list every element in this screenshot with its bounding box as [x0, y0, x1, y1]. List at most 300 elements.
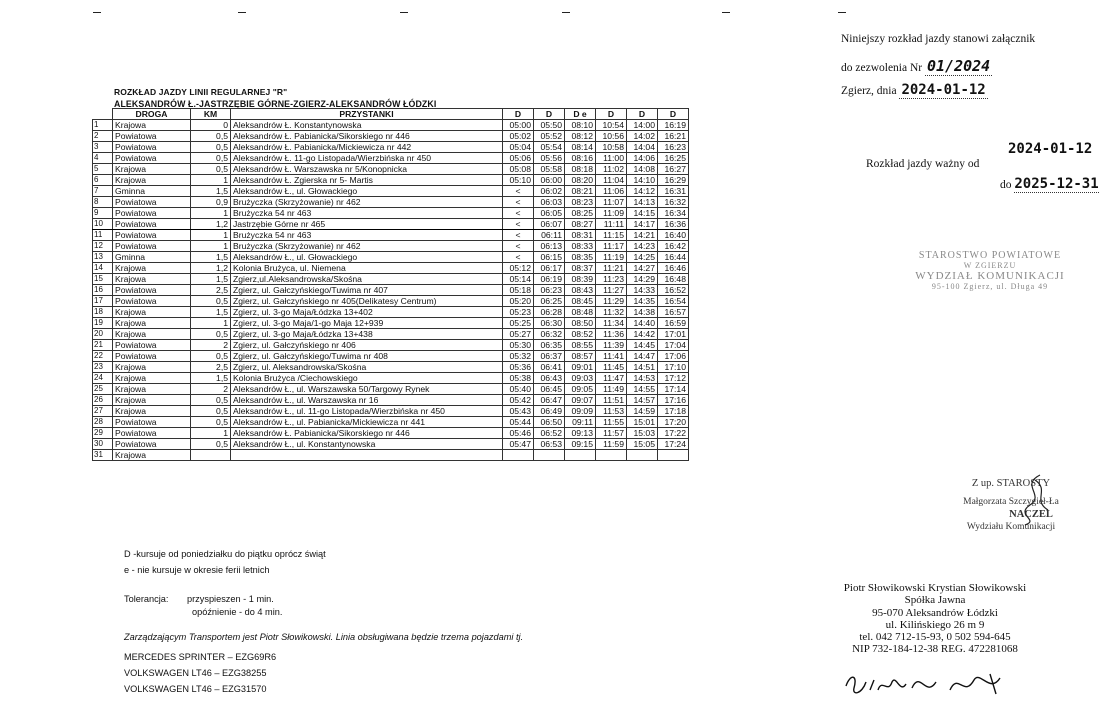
- departure-time-cell: 05:27: [503, 329, 534, 340]
- stop-name-cell: Zgierz, ul. 3-go Maja/Łódzka 13+402: [231, 307, 503, 318]
- departure-time-cell: 11:57: [596, 428, 627, 439]
- departure-time-cell: 14:33: [627, 285, 658, 296]
- table-row: [93, 175, 689, 186]
- departure-time-cell: 06:37: [534, 351, 565, 362]
- tolerance-late: opóźnienie - do 4 min.: [192, 607, 283, 617]
- km-cell: 0,5: [191, 417, 231, 428]
- valid-until-prefix: do: [1000, 179, 1012, 191]
- table-row: [93, 362, 689, 373]
- departure-time-cell: 10:56: [596, 131, 627, 142]
- stop-name-cell: Brużyczka (Skrzyżowanie) nr 462: [231, 197, 503, 208]
- departure-time-cell: 06:53: [534, 439, 565, 450]
- company-line: ul. Kilińskiego 26 m 9: [885, 618, 985, 631]
- row-number: 6: [93, 175, 113, 186]
- departure-time-cell: 05:30: [503, 340, 534, 351]
- departure-time-cell: 08:12: [565, 131, 596, 142]
- row-number: 29: [93, 428, 113, 439]
- stop-name-cell: Zgierz, ul. Gałczyńskiego nr 405(Delikatesy Centrum): [231, 296, 503, 307]
- departure-time-cell: 16:31: [658, 186, 689, 197]
- road-type-cell: Krajowa: [113, 384, 191, 395]
- table-row: [93, 395, 689, 406]
- departure-time-cell: 11:21: [596, 263, 627, 274]
- departure-time-cell: 17:20: [658, 417, 689, 428]
- road-type-cell: Krajowa: [113, 164, 191, 175]
- departure-time-cell: 11:55: [596, 417, 627, 428]
- stamp-line: W ZGIERZU: [963, 261, 1017, 270]
- stop-name-cell: Jastrzębie Górne nr 465: [231, 219, 503, 230]
- departure-time-cell: <: [503, 197, 534, 208]
- km-cell: 0,5: [191, 142, 231, 153]
- departure-time-cell: 08:45: [565, 296, 596, 307]
- departure-time-cell: 17:16: [658, 395, 689, 406]
- road-type-cell: Krajowa: [113, 329, 191, 340]
- departure-time-cell: 08:55: [565, 340, 596, 351]
- departure-time-cell: 05:06: [503, 153, 534, 164]
- departure-time-cell: 14:13: [627, 197, 658, 208]
- departure-time-cell: 16:29: [658, 175, 689, 186]
- departure-time-cell: 06:11: [534, 230, 565, 241]
- road-type-cell: Krajowa: [113, 318, 191, 329]
- departure-time-cell: 08:43: [565, 285, 596, 296]
- row-number: 1: [93, 120, 113, 131]
- departure-time-cell: 17:04: [658, 340, 689, 351]
- departure-time-cell: 16:54: [658, 296, 689, 307]
- course-mark: D: [596, 109, 627, 120]
- departure-time-cell: 05:38: [503, 373, 534, 384]
- departure-time-cell: 14:25: [627, 252, 658, 263]
- departure-time-cell: 05:23: [503, 307, 534, 318]
- stop-name-cell: Aleksandrów Ł., ul. Warszawska 50/Targowy Rynek: [231, 384, 503, 395]
- road-type-cell: Krajowa: [113, 175, 191, 186]
- stamp-line: STAROSTWO POWIATOWE: [918, 250, 1062, 261]
- departure-time-cell: 05:36: [503, 362, 534, 373]
- km-cell: 0,5: [191, 406, 231, 417]
- departure-time-cell: 17:12: [658, 373, 689, 384]
- road-type-cell: Krajowa: [113, 450, 191, 461]
- stop-name-cell: Aleksandrów Ł., ul. Warszawska nr 16: [231, 395, 503, 406]
- departure-time-cell: 16:32: [658, 197, 689, 208]
- km-cell: 0: [191, 120, 231, 131]
- table-row: [93, 164, 689, 175]
- km-cell: 2,5: [191, 362, 231, 373]
- road-type-cell: Powiatowa: [113, 241, 191, 252]
- row-number: 8: [93, 197, 113, 208]
- header-km: KM: [191, 109, 231, 120]
- table-header-row: [93, 109, 689, 120]
- km-cell: 1: [191, 208, 231, 219]
- km-cell: 0,5: [191, 439, 231, 450]
- company-line: 95-070 Aleksandrów Łódzki: [872, 606, 998, 619]
- departure-time-cell: 08:31: [565, 230, 596, 241]
- schedule-title: ROZKŁAD JAZDY LINII REGULARNEJ "R": [114, 87, 288, 97]
- row-number: 30: [93, 439, 113, 450]
- stop-name-cell: Aleksandrów Ł., ul. Głowackiego: [231, 186, 503, 197]
- departure-time-cell: 11:39: [596, 340, 627, 351]
- departure-time-cell: 06:05: [534, 208, 565, 219]
- course-mark: D: [627, 109, 658, 120]
- row-number: 31: [93, 450, 113, 461]
- place-date: 2024-01-12: [901, 82, 986, 98]
- departure-time-cell: 11:32: [596, 307, 627, 318]
- valid-from-label: Rozkład jazdy ważny od: [866, 158, 980, 170]
- attachment-note: Niniejszy rozkład jazdy stanowi załącznik: [841, 33, 1036, 45]
- departure-time-cell: [596, 450, 627, 461]
- stop-name-cell: Zgierz, ul. Gałczyńskiego nr 406: [231, 340, 503, 351]
- km-cell: 0,5: [191, 131, 231, 142]
- departure-time-cell: <: [503, 241, 534, 252]
- departure-time-cell: 11:11: [596, 219, 627, 230]
- scan-mark: [93, 12, 101, 13]
- departure-time-cell: 08:57: [565, 351, 596, 362]
- stop-name-cell: Aleksandrów Ł. Pabianicka/Sikorskiego nr 446: [231, 131, 503, 142]
- km-cell: 0,5: [191, 296, 231, 307]
- scan-mark: [238, 12, 246, 13]
- departure-time-cell: 05:43: [503, 406, 534, 417]
- departure-time-cell: 09:03: [565, 373, 596, 384]
- stop-name-cell: Zgierz,ul.Aleksandrowska/Skośna: [231, 274, 503, 285]
- departure-time-cell: 15:01: [627, 417, 658, 428]
- row-number: 20: [93, 329, 113, 340]
- row-number: 7: [93, 186, 113, 197]
- departure-time-cell: 11:04: [596, 175, 627, 186]
- row-number: 9: [93, 208, 113, 219]
- departure-time-cell: 11:49: [596, 384, 627, 395]
- km-cell: 1,2: [191, 219, 231, 230]
- departure-time-cell: 05:14: [503, 274, 534, 285]
- company-line: Spółka Jawna: [904, 594, 966, 607]
- road-type-cell: Powiatowa: [113, 197, 191, 208]
- road-type-cell: Powiatowa: [113, 153, 191, 164]
- departure-time-cell: 06:19: [534, 274, 565, 285]
- departure-time-cell: <: [503, 219, 534, 230]
- row-number: 13: [93, 252, 113, 263]
- road-type-cell: Krajowa: [113, 263, 191, 274]
- departure-time-cell: 17:24: [658, 439, 689, 450]
- stop-name-cell: Brużyczka (Skrzyżowanie) nr 462: [231, 241, 503, 252]
- departure-time-cell: 05:04: [503, 142, 534, 153]
- departure-time-cell: 06:52: [534, 428, 565, 439]
- departure-time-cell: 17:10: [658, 362, 689, 373]
- road-type-cell: Gminna: [113, 252, 191, 263]
- road-type-cell: Powiatowa: [113, 340, 191, 351]
- departure-time-cell: 14:59: [627, 406, 658, 417]
- departure-time-cell: <: [503, 230, 534, 241]
- departure-time-cell: 09:07: [565, 395, 596, 406]
- departure-time-cell: 11:27: [596, 285, 627, 296]
- departure-time-cell: 11:53: [596, 406, 627, 417]
- departure-time-cell: <: [503, 208, 534, 219]
- valid-from-date: 2024-01-12: [1008, 141, 1093, 157]
- scan-mark: [562, 12, 570, 13]
- table-row: [93, 274, 689, 285]
- stop-name-cell: Aleksandrów Ł., ul. 11-go Listopada/Wierzbińska nr 450: [231, 406, 503, 417]
- row-number: 19: [93, 318, 113, 329]
- km-cell: 1,5: [191, 186, 231, 197]
- road-type-cell: Powiatowa: [113, 285, 191, 296]
- departure-time-cell: 14:42: [627, 329, 658, 340]
- departure-time-cell: 08:35: [565, 252, 596, 263]
- departure-time-cell: 08:37: [565, 263, 596, 274]
- departure-time-cell: 14:12: [627, 186, 658, 197]
- permit-prefix: do zezwolenia Nr: [841, 62, 923, 74]
- stop-name-cell: Zgierz, ul. Aleksandrowska/Skośna: [231, 362, 503, 373]
- departure-time-cell: 11:51: [596, 395, 627, 406]
- departure-time-cell: 17:01: [658, 329, 689, 340]
- departure-time-cell: 14:38: [627, 307, 658, 318]
- road-type-cell: Powiatowa: [113, 417, 191, 428]
- km-cell: 0,5: [191, 164, 231, 175]
- departure-time-cell: 08:39: [565, 274, 596, 285]
- departure-time-cell: 11:15: [596, 230, 627, 241]
- stop-name-cell: Zgierz, ul. Gałczyńskiego/Tuwima nr 408: [231, 351, 503, 362]
- table-row: [93, 384, 689, 395]
- departure-time-cell: 14:35: [627, 296, 658, 307]
- course-mark: D: [534, 109, 565, 120]
- departure-time-cell: 16:59: [658, 318, 689, 329]
- departure-time-cell: 06:47: [534, 395, 565, 406]
- stop-name-cell: Brużyczka 54 nr 463: [231, 208, 503, 219]
- km-cell: 0,5: [191, 395, 231, 406]
- road-type-cell: Krajowa: [113, 362, 191, 373]
- road-type-cell: Powiatowa: [113, 219, 191, 230]
- row-number: 5: [93, 164, 113, 175]
- departure-time-cell: 05:50: [534, 120, 565, 131]
- km-cell: 1,5: [191, 307, 231, 318]
- departure-time-cell: 08:25: [565, 208, 596, 219]
- stop-name-cell: Aleksandrów Ł. Pabianicka/Sikorskiego nr 446: [231, 428, 503, 439]
- departure-time-cell: 11:19: [596, 252, 627, 263]
- departure-time-cell: 08:20: [565, 175, 596, 186]
- stamp-line: 95-100 Zgierz, ul. Długa 49: [931, 282, 1049, 291]
- departure-time-cell: 11:09: [596, 208, 627, 219]
- departure-time-cell: 10:54: [596, 120, 627, 131]
- departure-time-cell: 16:48: [658, 274, 689, 285]
- departure-time-cell: 11:07: [596, 197, 627, 208]
- road-type-cell: Powiatowa: [113, 142, 191, 153]
- departure-time-cell: 06:49: [534, 406, 565, 417]
- row-number: 3: [93, 142, 113, 153]
- scan-mark: [722, 12, 730, 13]
- departure-time-cell: 14:15: [627, 208, 658, 219]
- row-number: 27: [93, 406, 113, 417]
- departure-time-cell: 06:23: [534, 285, 565, 296]
- departure-time-cell: 17:06: [658, 351, 689, 362]
- departure-time-cell: 16:25: [658, 153, 689, 164]
- departure-time-cell: 16:40: [658, 230, 689, 241]
- row-number: 26: [93, 395, 113, 406]
- km-cell: 2: [191, 340, 231, 351]
- stop-name-cell: Zgierz, ul. 3-go Maja/1-go Maja 12+939: [231, 318, 503, 329]
- km-cell: 2,5: [191, 285, 231, 296]
- road-type-cell: Gminna: [113, 186, 191, 197]
- header-road: DROGA: [113, 109, 191, 120]
- stop-name-cell: [231, 450, 503, 461]
- approval-line: Wydziału Komunikacji: [966, 521, 1056, 532]
- departure-time-cell: 09:05: [565, 384, 596, 395]
- departure-time-cell: 11:02: [596, 164, 627, 175]
- departure-time-cell: 14:55: [627, 384, 658, 395]
- departure-time-cell: 14:51: [627, 362, 658, 373]
- departure-time-cell: 05:25: [503, 318, 534, 329]
- departure-time-cell: 14:27: [627, 263, 658, 274]
- stop-name-cell: Aleksandrów Ł. Konstantynowska: [231, 120, 503, 131]
- departure-time-cell: 09:01: [565, 362, 596, 373]
- departure-time-cell: 05:08: [503, 164, 534, 175]
- departure-time-cell: 08:52: [565, 329, 596, 340]
- tolerance-label: Tolerancja:: [124, 594, 169, 604]
- departure-time-cell: 14:00: [627, 120, 658, 131]
- departure-time-cell: 05:00: [503, 120, 534, 131]
- departure-time-cell: 09:11: [565, 417, 596, 428]
- place-prefix: Zgierz, dnia: [841, 85, 897, 97]
- departure-time-cell: 05:18: [503, 285, 534, 296]
- departure-time-cell: 14:57: [627, 395, 658, 406]
- departure-time-cell: 14:08: [627, 164, 658, 175]
- departure-time-cell: 11:41: [596, 351, 627, 362]
- legend-e: e - nie kursuje w okresie ferii letnich: [124, 565, 270, 575]
- departure-time-cell: 16:44: [658, 252, 689, 263]
- table-row: [93, 230, 689, 241]
- departure-time-cell: 06:07: [534, 219, 565, 230]
- table-row: [93, 208, 689, 219]
- road-type-cell: Powiatowa: [113, 296, 191, 307]
- departure-time-cell: 16:27: [658, 164, 689, 175]
- departure-time-cell: 06:45: [534, 384, 565, 395]
- stamp-line: WYDZIAŁ KOMUNIKACJI: [915, 270, 1065, 282]
- departure-time-cell: 10:58: [596, 142, 627, 153]
- stop-name-cell: Aleksandrów Ł., ul. Głowackiego: [231, 252, 503, 263]
- km-cell: 0,5: [191, 153, 231, 164]
- departure-time-cell: 06:32: [534, 329, 565, 340]
- km-cell: 1: [191, 175, 231, 186]
- departure-time-cell: 08:10: [565, 120, 596, 131]
- departure-time-cell: 11:06: [596, 186, 627, 197]
- road-type-cell: Krajowa: [113, 395, 191, 406]
- course-mark: D e: [565, 109, 596, 120]
- stop-name-cell: Aleksandrów Ł. Pabianicka/Mickiewicza nr 442: [231, 142, 503, 153]
- departure-time-cell: 14:17: [627, 219, 658, 230]
- approval-line: Małgorzata Szczygieł-Ła: [963, 497, 1059, 508]
- stop-name-cell: Aleksandrów Ł. Warszawska nr 5/Konopnicka: [231, 164, 503, 175]
- table-row: [93, 241, 689, 252]
- stop-name-cell: Kolonia Brużyca /Ciechowskiego: [231, 373, 503, 384]
- road-type-cell: Powiatowa: [113, 428, 191, 439]
- departure-time-cell: 14:06: [627, 153, 658, 164]
- table-row: [93, 351, 689, 362]
- departure-time-cell: [534, 450, 565, 461]
- table-row: [93, 406, 689, 417]
- vehicle-2: VOLKSWAGEN LT46 – EZG38255: [124, 668, 267, 678]
- row-number: 15: [93, 274, 113, 285]
- departure-time-cell: 08:27: [565, 219, 596, 230]
- stop-name-cell: Aleksandrów Ł. 11-go Listopada/Wierzbińska nr 450: [231, 153, 503, 164]
- row-number: 10: [93, 219, 113, 230]
- departure-time-cell: 11:17: [596, 241, 627, 252]
- departure-time-cell: 05:52: [534, 131, 565, 142]
- departure-time-cell: 08:18: [565, 164, 596, 175]
- departure-time-cell: 17:18: [658, 406, 689, 417]
- table-row: [93, 142, 689, 153]
- km-cell: 1,5: [191, 274, 231, 285]
- departure-time-cell: 06:17: [534, 263, 565, 274]
- km-cell: 1,5: [191, 373, 231, 384]
- departure-time-cell: 09:09: [565, 406, 596, 417]
- table-row: [93, 450, 689, 461]
- departure-time-cell: 06:30: [534, 318, 565, 329]
- company-line: tel. 042 712-15-93, 0 502 594-645: [859, 631, 1011, 644]
- table-row: [93, 197, 689, 208]
- permit-number: 01/2024: [926, 57, 991, 75]
- header-stops: PRZYSTANKI: [231, 109, 503, 120]
- table-row: [93, 120, 689, 131]
- km-cell: [191, 450, 231, 461]
- departure-time-cell: [627, 450, 658, 461]
- departure-time-cell: 06:41: [534, 362, 565, 373]
- departure-time-cell: 05:44: [503, 417, 534, 428]
- departure-time-cell: 16:21: [658, 131, 689, 142]
- road-type-cell: Krajowa: [113, 307, 191, 318]
- row-number: 4: [93, 153, 113, 164]
- departure-time-cell: 14:40: [627, 318, 658, 329]
- stop-name-cell: Zgierz, ul. 3-go Maja/Łódzka 13+438: [231, 329, 503, 340]
- departure-time-cell: 16:23: [658, 142, 689, 153]
- row-number: 2: [93, 131, 113, 142]
- departure-time-cell: 06:02: [534, 186, 565, 197]
- approval-line: Z up. STAROSTY: [971, 478, 1051, 489]
- scan-mark: [838, 12, 846, 13]
- departure-time-cell: <: [503, 252, 534, 263]
- table-row: [93, 153, 689, 164]
- departure-time-cell: 06:43: [534, 373, 565, 384]
- km-cell: 1: [191, 428, 231, 439]
- row-number: 24: [93, 373, 113, 384]
- departure-time-cell: 14:02: [627, 131, 658, 142]
- departure-time-cell: 17:14: [658, 384, 689, 395]
- departure-time-cell: 05:12: [503, 263, 534, 274]
- company-stamp: [822, 582, 1048, 656]
- table-row: [93, 252, 689, 263]
- road-type-cell: Krajowa: [113, 373, 191, 384]
- departure-time-cell: 05:58: [534, 164, 565, 175]
- row-number: 18: [93, 307, 113, 318]
- departure-time-cell: 14:21: [627, 230, 658, 241]
- departure-time-cell: 11:29: [596, 296, 627, 307]
- departure-time-cell: 08:21: [565, 186, 596, 197]
- row-number: 14: [93, 263, 113, 274]
- stop-name-cell: Zgierz, ul. Gałczyńskiego/Tuwima nr 407: [231, 285, 503, 296]
- km-cell: 1,5: [191, 252, 231, 263]
- departure-time-cell: 11:47: [596, 373, 627, 384]
- departure-time-cell: 14:04: [627, 142, 658, 153]
- road-type-cell: Powiatowa: [113, 351, 191, 362]
- road-type-cell: Powiatowa: [113, 439, 191, 450]
- departure-time-cell: 05:20: [503, 296, 534, 307]
- table-row: [93, 307, 689, 318]
- departure-time-cell: 11:23: [596, 274, 627, 285]
- departure-time-cell: [565, 450, 596, 461]
- row-number: 28: [93, 417, 113, 428]
- departure-time-cell: 16:52: [658, 285, 689, 296]
- km-cell: 2: [191, 384, 231, 395]
- manager-note: Zarządzającym Transportem jest Piotr Słowikowski. Linia obsługiwana będzie trzema pojazdami tj.: [124, 632, 524, 642]
- road-type-cell: Krajowa: [113, 120, 191, 131]
- departure-time-cell: 06:00: [534, 175, 565, 186]
- table-row: [93, 417, 689, 428]
- departure-time-cell: 06:03: [534, 197, 565, 208]
- route-title: ALEKSANDRÓW Ł.-JASTRZĘBIE GÓRNE-ZGIERZ-ALEKSANDRÓW ŁÓDZKI: [114, 99, 437, 109]
- table-row: [93, 186, 689, 197]
- departure-time-cell: 08:33: [565, 241, 596, 252]
